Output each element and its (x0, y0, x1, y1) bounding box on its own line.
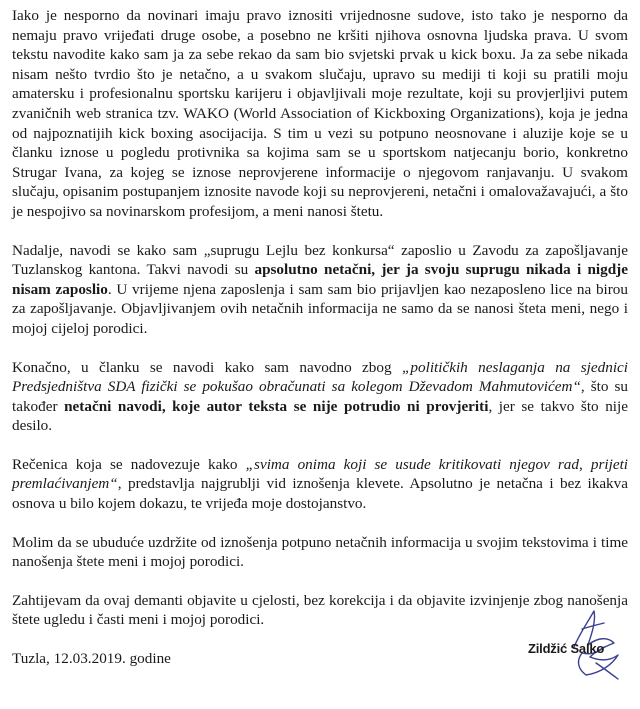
paragraph-demand: Zahtijevam da ovaj demanti objavite u cjelosti, bez korekcija i da objavite izvinjenje zbog nanošenja štete ugledu i časti meni i mojoj porodici. (12, 591, 628, 629)
text-segment: Konačno, u članku se navodi kako sam navodno zbog (12, 358, 402, 376)
paragraph-sports-career: Iako je nesporno da novinari imaju pravo iznositi vrijednosne sudove, isto tako je nesporno da nemaju pravo vrijeđati druge osobe, a posebno ne kršiti njihova osnovna ljudska prava. U svom tekstu navodite kako sam ja za sebe rekao da sam bio svjetski prvak u kick boxu. Ja za sebe nikada nisam nešto tvrdio što je netačno, a u svakom slučaju, upravo su mediji ti koji su pratili moju amatersku i profesionalnu sportsku karijeru i objavljivali moje rezultate, koji su provjerljivi putem zvaničnih web stranica tzv. WAKO (World Association of Kickboxing Organizations), koja je jedna od najpoznatijih kick boxing asocijacija. S tim u vezi su potpuno neosnovane i aluzije koje se u članku iznose u pogledu protivnika sa kojima sam se u sportskom natjecanju borio, konkretno Strugar Ivana, za kojeg se iznose neprovjerene informacije o njegovom ranjavanju. U svakom slučaju, opisanim postupanjem iznosite navode koji su neprovjereni, netačni i omalovažavajući, a što je nespojivo sa novinarskom profesijom, a meni nanosi štetu. (12, 7, 628, 220)
text-segment: , predstavlja najgrublji vid iznošenja klevete. Apsolutno je netačna i bez ikakva osnova u bilo kojem dokazu, te vrijeđa moje dostojanstvo. (12, 475, 628, 513)
bold-statement: apsolutno netačni, jer ja svoju suprugu nikada i nigdje nisam zaposlio (12, 261, 628, 298)
text-segment: , što su također (12, 378, 628, 415)
paragraph-request: Molim da se ubuduće uzdržite od iznošenja potpuno netačnih informacija u svojim tekstovima i time nanošenja štete meni i mojoj porodici. (12, 533, 628, 571)
paragraph-threat-claim (12, 455, 628, 514)
text-segment: Rečenica koja se nadovezuje kako (12, 455, 246, 473)
italic-quote: „političkih neslaganja na sjednici Predsjedništva SDA fizički se pokušao obračunati sa kolegom Dževadom Mahmutovićem“ (12, 358, 629, 396)
text-segment: Nadalje, navodi se kako sam „suprugu Lejlu bez konkursa“ zaposlio u Zavodu za zapošljavanje Tuzlanskog kantona. Takvi navodi su (12, 241, 628, 279)
letter-body (12, 6, 628, 669)
paragraph-political-conflict (12, 358, 628, 436)
bold-statement: netačni navodi, koje autor teksta se nije potrudio ni provjeriti (64, 397, 489, 415)
text-segment: . U vrijeme njena zaposlenja i sam sam bio prijavljen kao nezaposleno lice na birou za zapošljavanje. Objavljivanjem ovih netačnih informacija ne samo da se nanosi šteta meni, nego i mojoj cijeloj porodici. (12, 280, 628, 337)
dateline: Tuzla, 12.03.2019. godine (12, 650, 171, 668)
signatory-name: Zildžić Salko (528, 641, 605, 656)
text-segment: , jer se takvo što nije desilo. (12, 397, 628, 435)
italic-quote: „svima onima koji se usude kritikovati njegov rad, prijeti premlaćivanjem“ (12, 455, 629, 493)
paragraph-spouse-employment (12, 241, 628, 339)
